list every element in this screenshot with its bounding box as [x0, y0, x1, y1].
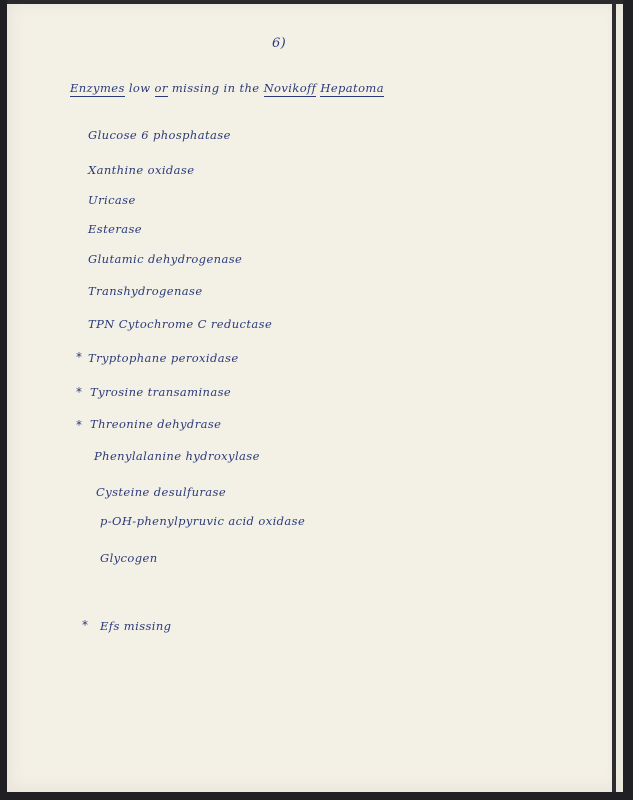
list-item: Cysteine desulfurase [96, 485, 227, 499]
title-word-hepatoma: Hepatoma [320, 81, 384, 95]
title-word-enzymes: Enzymes [70, 81, 125, 95]
list-item: Glutamic dehydrogenase [88, 252, 243, 266]
paper-top-edge [7, 0, 623, 4]
asterisk-icon: * [76, 350, 82, 364]
asterisk-icon: * [76, 385, 82, 399]
list-item: Threonine dehydrase [90, 417, 222, 431]
asterisk-icon: * [82, 618, 88, 632]
list-item: Esterase [88, 222, 142, 236]
footnote-text: Efs missing [100, 619, 172, 633]
list-item: Phenylalanine hydroxylase [94, 449, 260, 463]
list-item: p-OH-phenylpyruvic acid oxidase [100, 514, 306, 528]
list-item: Xanthine oxidase [88, 163, 195, 177]
list-item: TPN Cytochrome C reductase [88, 317, 273, 331]
list-item: Tryptophane peroxidase [88, 351, 239, 365]
list-item: Glycogen [100, 551, 158, 565]
list-item: Tyrosine transaminase [90, 385, 232, 399]
list-item: Uricase [88, 193, 136, 207]
list-item: Transhydrogenase [88, 284, 203, 298]
page-number: 6) [272, 36, 287, 51]
list-item: Glucose 6 phosphatase [88, 128, 231, 142]
title-words-missing: missing in the [167, 81, 264, 95]
title-word-novikoff: Novikoff [263, 81, 317, 95]
binding-strip [612, 0, 616, 792]
title-word-low: low [124, 81, 155, 95]
title-word-or: or [154, 81, 168, 95]
page-title [70, 81, 384, 95]
asterisk-icon: * [76, 418, 82, 432]
